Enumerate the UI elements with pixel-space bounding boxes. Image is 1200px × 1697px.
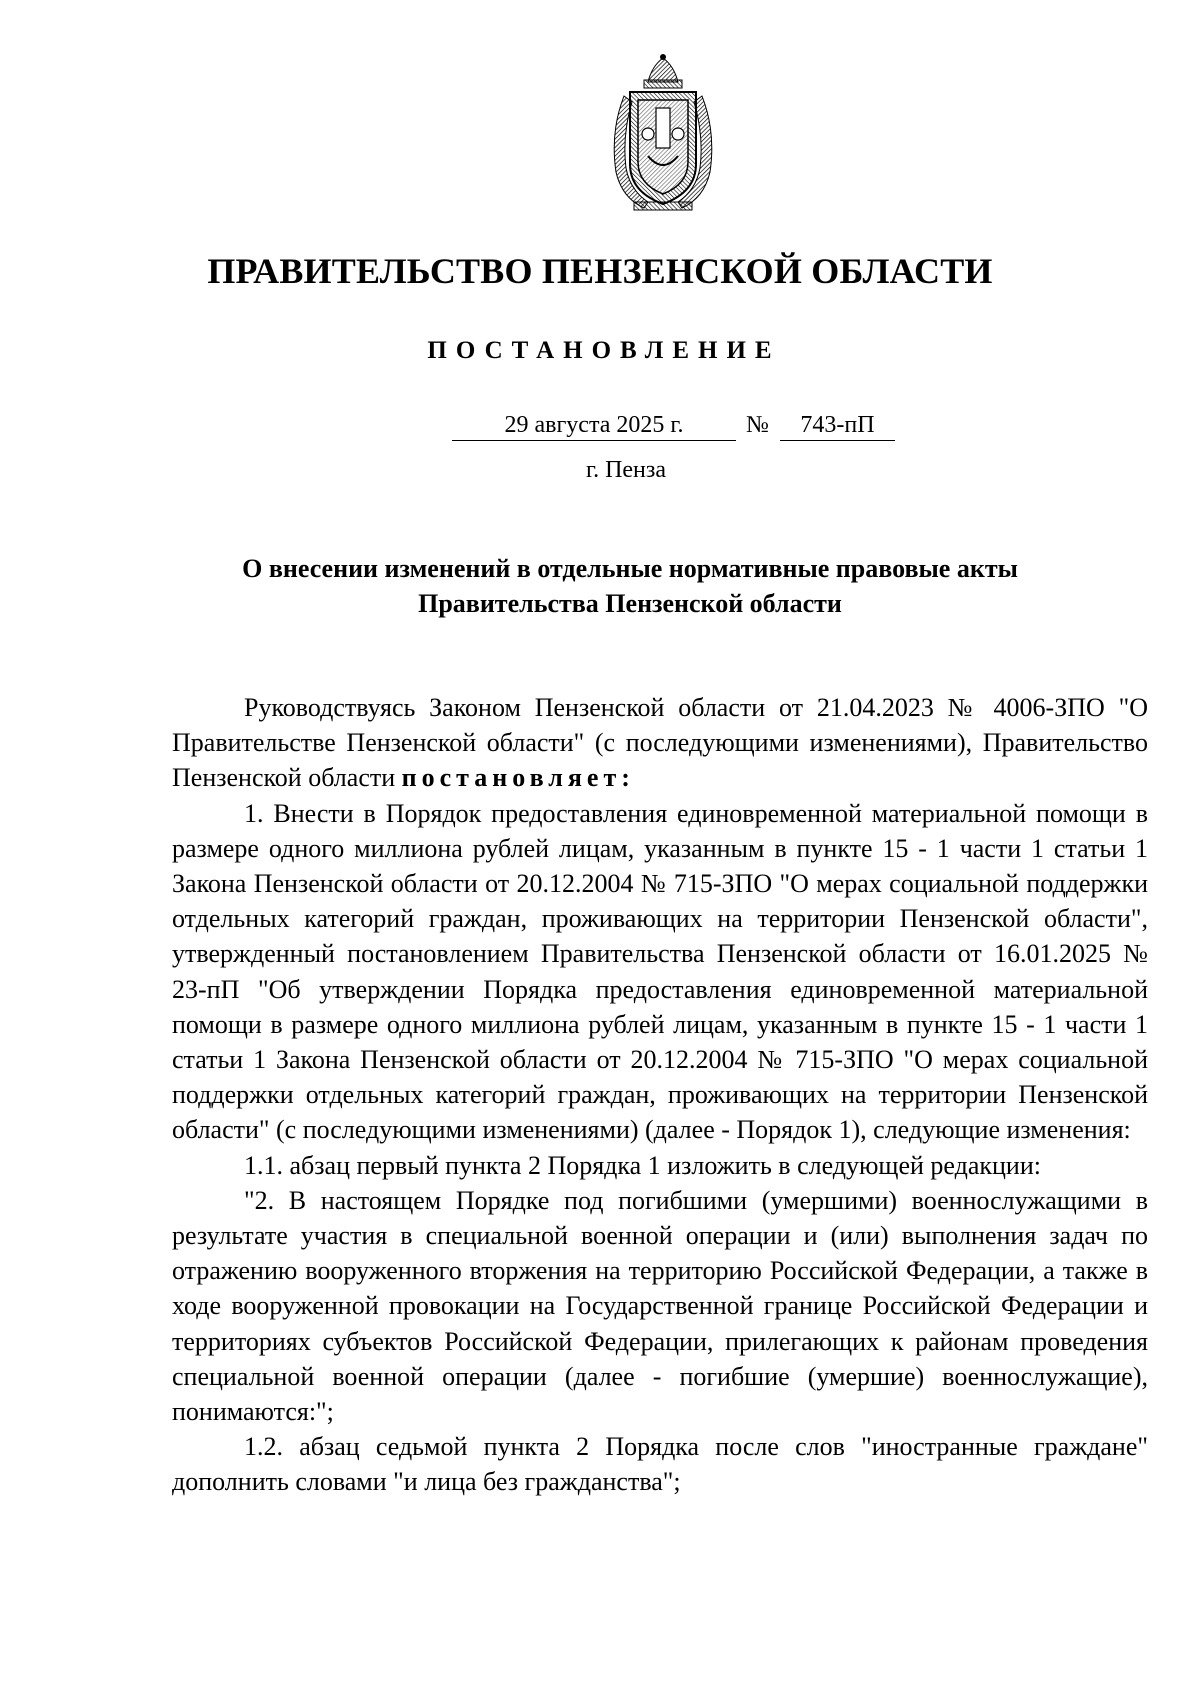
item-1-2-paragraph: 1.2. абзац седьмой пункта 2 Порядка после слов "иностранные граждане" дополнить словами "и лица без гражданства";: [172, 1432, 1148, 1497]
decrees-word: постановляет:: [401, 763, 635, 793]
document-number: 743-пП: [780, 411, 895, 441]
document-type: ПОСТАНОВЛЕНИЕ: [427, 337, 781, 364]
document-title: [150, 551, 1110, 621]
coat-of-arms-icon: [604, 52, 722, 214]
preamble-paragraph: [172, 690, 1148, 796]
item-1-1-paragraph: 1.1. абзац первый пункта 2 Порядка 1 изложить в следующей редакции:: [244, 1150, 1041, 1180]
item-1-paragraph: 1. Внести в Порядок предоставления единовременной материальной помощи в размере одного миллиона рублей лицам, указанным в пункте 15 - 1 части 1 статьи 1 Закона Пензенской области от 20.12.2004 № 715-ЗПО "О мерах социальной поддержки отдельных категорий граждан, проживающих на территории Пензенской области", утвержденный постановлением Правительства Пензенской области от 16.01.2025 № 23-пП "Об утверждении Порядка предоставления единовременной материальной помощи в размере одного миллиона рублей лицам, указанным в пункте 15 - 1 части 1 статьи 1 Закона Пензенской области от 20.12.2004 № 715-ЗПО "О мерах социальной поддержки отдельных категорий граждан, проживающих на территории Пензенской области" (с последующими изменениями) (далее - Порядок 1), следующие изменения:: [172, 798, 1148, 1145]
preamble-text: Руководствуясь Законом Пензенской области от 21.04.2023 № 4006-ЗПО "О Правительстве Пензенской области" (с последующими изменениями), Правительство Пензенской области: [172, 693, 1148, 793]
quoted-paragraph: "2. В настоящем Порядке под погибшими (умершими) военнослужащими в результате участия в специальной военной операции и (или) выполнения задач по отражению вооруженного вторжения на территорию Российской Федерации, а также в ходе вооруженной провокации на Государственной границе Российской Федерации и территориях субъектов Российской Федерации, прилегающих к районам проведения специальной военной операции (далее - погибшие (умершие) военнослужащие), понимаются:";: [172, 1185, 1148, 1427]
document-body: [172, 690, 1148, 1500]
number-sign: №: [746, 412, 769, 438]
city: г. Пенза: [585, 457, 667, 483]
document-title-line-2: Правительства Пензенской области: [418, 589, 842, 618]
government-name: ПРАВИТЕЛЬСТВО ПЕНЗЕНСКОЙ ОБЛАСТИ: [207, 251, 993, 291]
document-date: 29 августа 2025 г.: [452, 411, 736, 441]
document-title-line-1: О внесении изменений в отдельные нормативные правовые акты: [242, 554, 1018, 583]
